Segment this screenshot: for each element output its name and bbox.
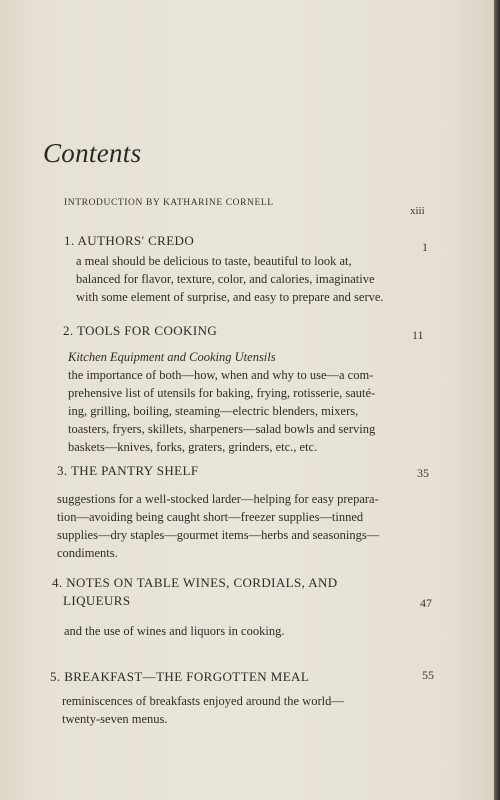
introduction-label: INTRODUCTION BY KATHARINE CORNELL xyxy=(64,198,274,208)
chapter-4-title xyxy=(52,574,338,610)
chapter-5-line: twenty-seven menus. xyxy=(62,712,168,726)
chapter-5-description xyxy=(62,692,406,728)
chapter-1-title: 1. AUTHORS' CREDO xyxy=(64,233,195,248)
chapter-2-line: prehensive list of utensils for baking, frying, rotisserie, sauté- xyxy=(68,386,376,400)
chapter-1-page-number: 1 xyxy=(422,240,428,254)
contents-heading: Contents xyxy=(43,138,142,168)
chapter-3-page-number: 35 xyxy=(417,466,429,480)
chapter-1-line: with some element of surprise, and easy to prepare and serve. xyxy=(76,290,384,304)
chapter-4-page-number: 47 xyxy=(420,596,432,610)
chapter-3-line: tion—avoiding being caught short—freezer supplies—tinned xyxy=(57,510,364,524)
chapter-5-page-number: 55 xyxy=(422,668,434,682)
chapter-5-line: reminiscences of breakfasts enjoyed around the world— xyxy=(62,694,344,708)
chapter-2-line: baskets—knives, forks, graters, grinders, etc., etc. xyxy=(68,440,318,454)
chapter-2-line: the importance of both—how, when and why to use—a com- xyxy=(68,368,374,382)
chapter-4-description xyxy=(64,622,404,640)
chapter-1-line: a meal should be delicious to taste, beautiful to look at, xyxy=(76,254,352,268)
chapter-1-description xyxy=(76,252,406,306)
chapter-3-line: suggestions for a well-stocked larder—helping for easy prepara- xyxy=(57,492,379,506)
page-edge xyxy=(494,0,500,800)
chapter-2-line: ing, grilling, boiling, steaming—electric blenders, mixers, xyxy=(68,404,359,418)
chapter-3-description xyxy=(57,490,407,562)
chapter-4-title-line: LIQUEURS xyxy=(63,593,131,608)
chapter-4-line: and the use of wines and liquors in cooking. xyxy=(64,624,285,638)
chapter-3-title: 3. THE PANTRY SHELF xyxy=(57,463,199,478)
chapter-2-page-number: 11 xyxy=(412,328,424,342)
chapter-1-line: balanced for flavor, texture, color, and calories, imaginative xyxy=(76,272,375,286)
chapter-2-title: 2. TOOLS FOR COOKING xyxy=(63,323,218,338)
chapter-2-line: toasters, fryers, skillets, sharpeners—salad bowls and serving xyxy=(68,422,376,436)
chapter-3-line: condiments. xyxy=(57,546,118,560)
chapter-4-title-line: 4. NOTES ON TABLE WINES, CORDIALS, AND xyxy=(52,575,338,590)
introduction-page-number: xiii xyxy=(410,205,425,217)
chapter-3-line: supplies—dry staples—gourmet items—herbs and seasonings— xyxy=(57,528,380,542)
chapter-5-title: 5. BREAKFAST—THE FORGOTTEN MEAL xyxy=(50,669,310,684)
chapter-2-subtitle: Kitchen Equipment and Cooking Utensils xyxy=(68,350,276,364)
chapter-2-description xyxy=(68,348,406,456)
